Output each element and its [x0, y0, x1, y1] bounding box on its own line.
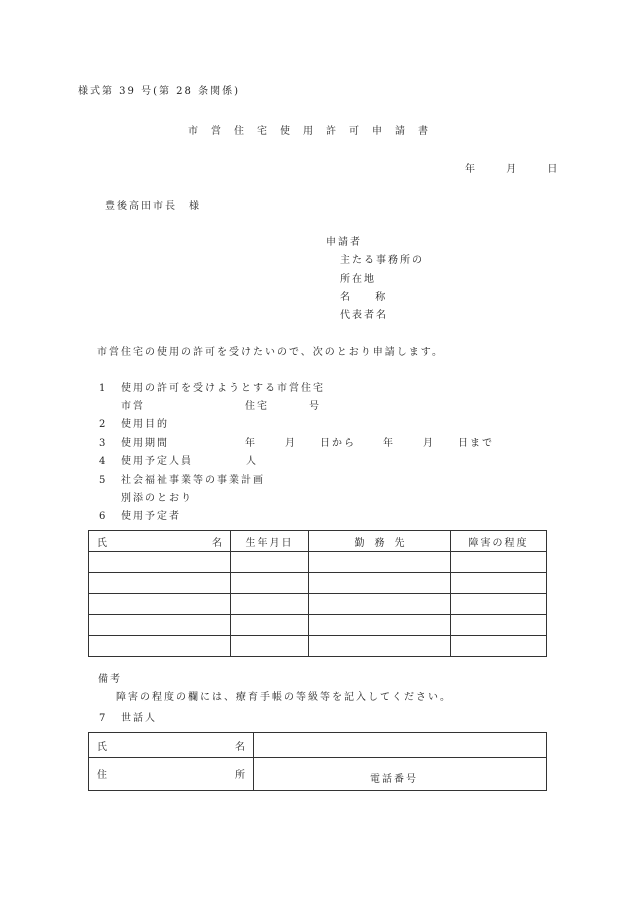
table-cell[interactable] — [231, 636, 309, 657]
item-3-year-2: 年 — [383, 438, 393, 449]
users-col-name — [89, 531, 231, 552]
guardian-name-value[interactable] — [254, 733, 547, 758]
table-row — [89, 636, 547, 657]
users-col-disability: 障害の程度 — [451, 531, 547, 552]
table-cell[interactable] — [451, 594, 547, 615]
item-3-from: 日から — [320, 438, 356, 449]
table-cell[interactable] — [451, 552, 547, 573]
item-3-label: 使用期間 — [121, 438, 169, 449]
applicant-name — [340, 292, 385, 304]
table-cell[interactable] — [231, 615, 309, 636]
item-4-unit: 人 — [246, 456, 256, 467]
guardian-name-label — [89, 733, 254, 758]
table-row — [89, 594, 547, 615]
guardian-row-address — [89, 758, 547, 791]
applicant-office-line1: 主たる事務所の — [340, 255, 424, 266]
item-1-sub-b: 住宅 — [245, 401, 269, 412]
guardian-address-label — [89, 758, 254, 791]
applicant-representative: 代表者名 — [340, 310, 388, 321]
guardian-phone-label: 電話番号 — [370, 774, 418, 785]
item-5-sub: 別添のとおり — [121, 493, 193, 504]
table-cell[interactable] — [309, 552, 451, 573]
table-cell[interactable] — [89, 636, 231, 657]
table-row — [89, 573, 547, 594]
item-3-to: 日まで — [458, 438, 494, 449]
table-cell[interactable] — [309, 636, 451, 657]
table-cell[interactable] — [89, 594, 231, 615]
users-col-name-a: 氏 — [97, 537, 107, 549]
guardian-name-a: 氏 — [97, 741, 107, 753]
remarks-label: 備考 — [98, 674, 122, 685]
item-7-label: 世話人 — [121, 713, 157, 724]
users-col-birth: 生年月日 — [231, 531, 309, 552]
applicant-name-b: 称 — [375, 292, 386, 303]
item-6-label: 使用予定者 — [121, 511, 181, 522]
item-3-num: 3 — [99, 438, 106, 449]
date-year: 年 — [465, 164, 475, 175]
item-2-label: 使用目的 — [121, 419, 169, 430]
item-3-month-2: 月 — [423, 438, 433, 449]
item-4-num: 4 — [99, 456, 106, 467]
applicant-name-a: 名 — [340, 292, 350, 303]
item-7-num: 7 — [99, 713, 106, 724]
guardian-row-name — [89, 733, 547, 758]
item-5-label: 社会福祉事業等の事業計画 — [121, 475, 265, 486]
applicant-label: 申請者 — [326, 237, 362, 248]
item-4-label: 使用予定人員 — [121, 456, 193, 467]
guardian-name-b: 名 — [235, 741, 245, 753]
intro-text: 市営住宅の使用の許可を受けたいので、次のとおり申請します。 — [97, 347, 444, 358]
item-1-num: 1 — [99, 383, 106, 394]
item-3-month-1: 月 — [285, 438, 295, 449]
table-cell[interactable] — [231, 594, 309, 615]
table-cell[interactable] — [451, 573, 547, 594]
table-cell[interactable] — [89, 573, 231, 594]
table-row — [89, 552, 547, 573]
table-cell[interactable] — [309, 594, 451, 615]
users-table-header — [89, 531, 547, 552]
item-3-year-1: 年 — [245, 438, 255, 449]
addressee: 豊後高田市長 様 — [105, 201, 201, 212]
applicant-office-line2: 所在地 — [340, 274, 376, 285]
users-col-work: 勤 務 先 — [309, 531, 451, 552]
document-title: 市営住宅使用許可申請書 — [188, 126, 441, 137]
guardian-table — [88, 732, 547, 791]
table-cell[interactable] — [309, 573, 451, 594]
guardian-addr-a: 住 — [97, 770, 107, 781]
date-line — [465, 164, 557, 176]
item-1-sub-c: 号 — [309, 401, 319, 412]
table-cell[interactable] — [309, 615, 451, 636]
guardian-addr-b: 所 — [235, 770, 245, 781]
table-cell[interactable] — [231, 573, 309, 594]
item-1-label: 使用の許可を受けようとする市営住宅 — [121, 383, 325, 394]
item-2-num: 2 — [99, 419, 106, 430]
table-cell[interactable] — [89, 552, 231, 573]
form-number: 様式第 39 号(第 28 条関係) — [78, 86, 240, 97]
date-month: 月 — [506, 164, 517, 175]
item-5-num: 5 — [99, 475, 106, 486]
table-row — [89, 615, 547, 636]
item-1-sub-a: 市営 — [121, 401, 145, 412]
table-cell[interactable] — [231, 552, 309, 573]
table-cell[interactable] — [451, 615, 547, 636]
table-cell[interactable] — [451, 636, 547, 657]
remarks-text: 障害の程度の欄には、療育手帳の等級等を記入してください。 — [116, 692, 452, 703]
date-day: 日 — [547, 164, 558, 175]
users-table — [88, 530, 547, 657]
users-col-name-b: 名 — [212, 537, 222, 549]
item-6-num: 6 — [99, 511, 106, 522]
guardian-address-value[interactable] — [254, 758, 547, 791]
table-cell[interactable] — [89, 615, 231, 636]
